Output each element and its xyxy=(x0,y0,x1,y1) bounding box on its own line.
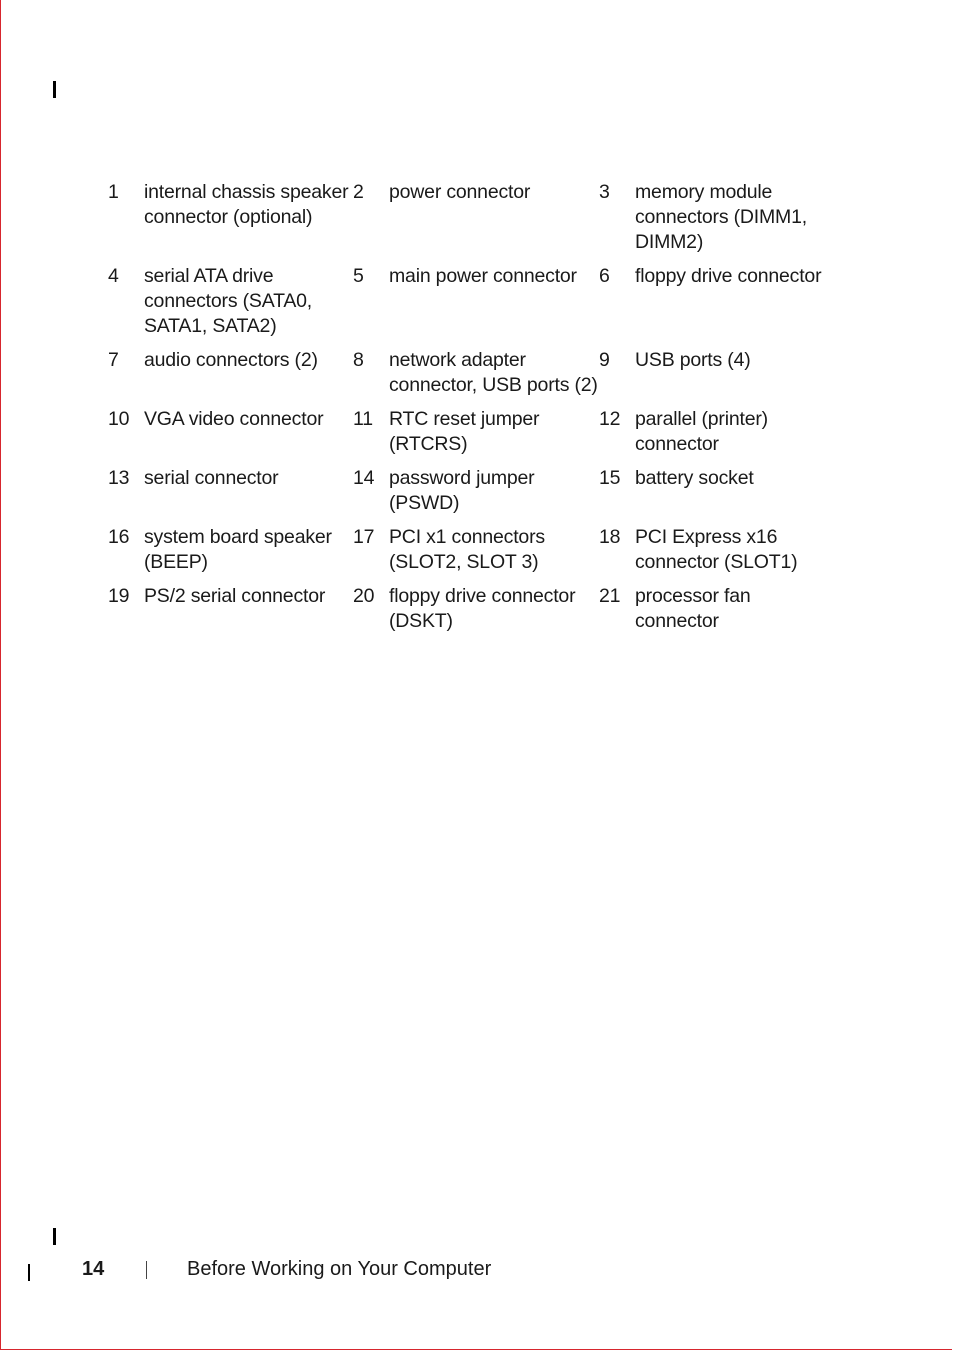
legend-number: 2 xyxy=(353,181,364,203)
legend-number: 15 xyxy=(599,467,621,489)
legend-number: 21 xyxy=(599,585,621,607)
legend-number: 12 xyxy=(599,408,621,430)
legend-label: serial connector xyxy=(144,467,279,489)
legend-number: 10 xyxy=(108,408,130,430)
legend-label: PCI Express x16 connector (SLOT1) xyxy=(635,526,798,573)
legend-label: RTC reset jumper (RTCRS) xyxy=(389,408,540,455)
legend-number: 8 xyxy=(353,349,364,371)
legend-number: 4 xyxy=(108,265,119,287)
legend-number: 20 xyxy=(353,585,375,607)
legend-number: 9 xyxy=(599,349,610,371)
legend-number: 5 xyxy=(353,265,364,287)
legend-label: power connector xyxy=(389,181,531,203)
legend-number: 11 xyxy=(353,408,373,430)
legend-row xyxy=(108,584,835,643)
legend-row xyxy=(108,525,835,584)
legend-label: floppy drive connector xyxy=(635,265,822,287)
legend-label: audio connectors (2) xyxy=(144,349,318,371)
legend-label: USB ports (4) xyxy=(635,349,751,371)
legend-row xyxy=(108,466,835,525)
legend-label: system board speaker (BEEP) xyxy=(144,526,332,573)
legend-row xyxy=(108,407,835,466)
legend-row xyxy=(108,348,835,407)
legend-label: floppy drive connector (DSKT) xyxy=(389,585,576,632)
page-number: 14 xyxy=(82,1258,105,1280)
legend-label: serial ATA drive connectors (SATA0, SATA1, SATA2) xyxy=(144,265,312,337)
legend-number: 13 xyxy=(108,467,130,489)
legend-number: 3 xyxy=(599,181,610,203)
legend-label: PCI x1 connectors (SLOT2, SLOT 3) xyxy=(389,526,545,573)
legend-number: 19 xyxy=(108,585,130,607)
connector-legend-table xyxy=(108,180,835,643)
crop-mark-top xyxy=(53,81,56,98)
legend-body xyxy=(108,180,835,643)
legend-label: internal chassis speaker connector (optional) xyxy=(144,181,349,228)
legend-label: parallel (printer) connector xyxy=(635,408,768,455)
legend-number: 7 xyxy=(108,349,119,371)
legend-label: processor fan connector xyxy=(635,585,751,632)
legend-number: 18 xyxy=(599,526,621,548)
legend-row xyxy=(108,264,835,348)
legend-row xyxy=(108,180,835,264)
legend-label: password jumper (PSWD) xyxy=(389,467,535,514)
legend-label: main power connector xyxy=(389,265,577,287)
footer-chapter-title: Before Working on Your Computer xyxy=(187,1258,492,1280)
legend-number: 17 xyxy=(353,526,375,548)
legend-label: memory module connectors (DIMM1, DIMM2) xyxy=(635,181,807,253)
crop-mark-bottom-lower xyxy=(28,1264,30,1281)
legend-number: 14 xyxy=(353,467,375,489)
legend-label: battery socket xyxy=(635,467,754,489)
legend-number: 6 xyxy=(599,265,610,287)
footer-separator xyxy=(146,1261,147,1279)
legend-label: PS/2 serial connector xyxy=(144,585,326,607)
legend-label: VGA video connector xyxy=(144,408,324,430)
legend-label: network adapter connector, USB ports (2) xyxy=(389,349,598,396)
crop-mark-bottom-upper xyxy=(53,1228,56,1245)
legend-number: 1 xyxy=(108,181,119,203)
legend-number: 16 xyxy=(108,526,130,548)
